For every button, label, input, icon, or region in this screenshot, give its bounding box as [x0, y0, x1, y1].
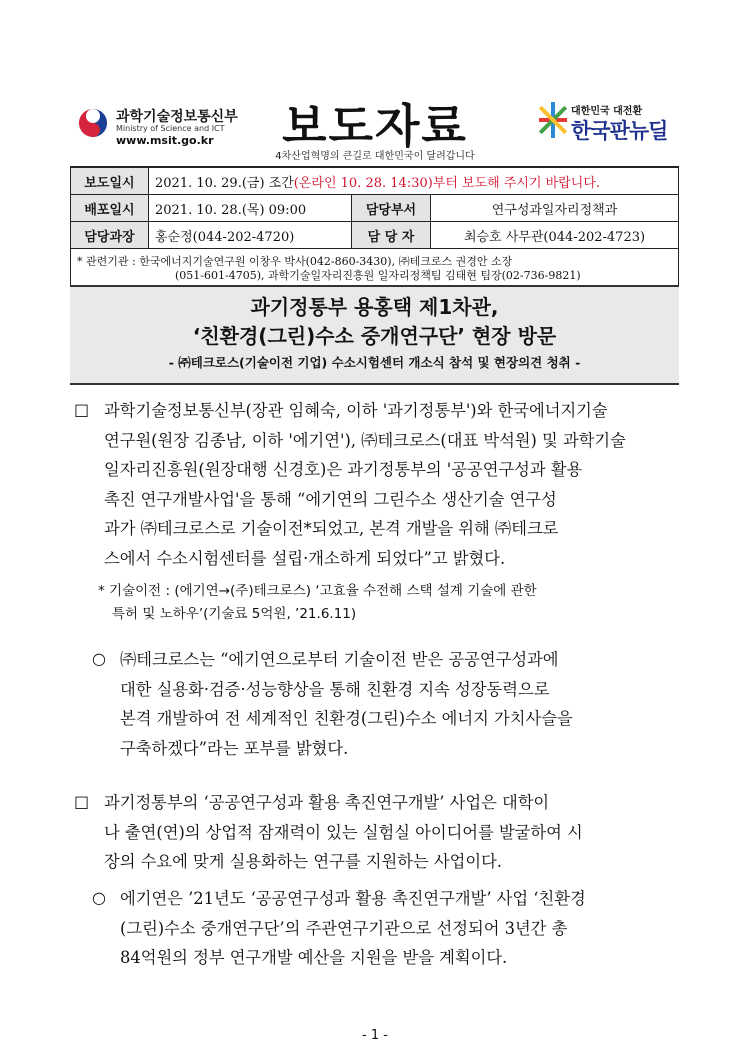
- headline-line-2: ‘친환경(그린)수소 중개연구단’ 현장 방문: [192, 324, 557, 348]
- page-number: - 1 -: [362, 1028, 388, 1043]
- note-line: * 기술이전 : (에기연→(주)테크로스) ‘고효율 수전해 스택 설계 기술에 관한: [98, 583, 537, 599]
- text-line: 과기정통부의 ‘공공연구성과 활용 촉진연구개발’ 사업은 대학이: [104, 793, 550, 812]
- text-line: 에기연은 ’21년도 ‘공공연구성과 활용 촉진연구개발’ 사업 ‘친환경: [120, 889, 586, 908]
- staff-label: 담 당 자: [352, 222, 431, 249]
- text-line: 대한 실용화·검증·성능향상을 통해 친환경 지속 성장동력으로: [120, 679, 550, 699]
- paragraph-4: [120, 884, 685, 973]
- text-line: 본격 개발하여 전 세계적인 친환경(그린)수소 에너지 가치사슬을: [120, 709, 573, 728]
- square-bullet: □: [74, 400, 90, 419]
- paragraph-2: [120, 645, 685, 763]
- new-deal-tagline: 대한민국 대전환: [571, 106, 643, 117]
- text-line: 과가 ㈜테크로스로 기술이전*되었고, 본격 개발을 위해 ㈜테크로: [104, 519, 559, 538]
- release-date-online: (온라인 10. 28. 14:30): [293, 175, 433, 191]
- related-contacts: [71, 249, 679, 291]
- circle-bullet: ○: [92, 888, 106, 907]
- footnote: [98, 580, 688, 626]
- text-line: 과학기술정보통신부(장관 임혜숙, 이하 '과기정통부')와 한국에너지기술: [104, 401, 608, 420]
- text-line: 연구원(원장 김종남, 이하 '에기연'), ㈜테크로스(대표 박석원) 및 과학기술: [104, 430, 626, 450]
- contact-line: (051-601-4705), 과학기술일자리진흥원 일자리정책팀 김태현 팀장(02-736-9821): [175, 269, 581, 282]
- head-value: 홍순정(044-202-4720): [149, 222, 352, 249]
- press-release-title: 보도자료: [282, 99, 468, 153]
- square-bullet: □: [74, 792, 90, 811]
- distribute-date-label: 배포일시: [71, 195, 149, 222]
- release-date-label: 보도일시: [71, 167, 149, 195]
- paragraph-3: [104, 788, 684, 877]
- headline-box: [70, 285, 679, 385]
- text-line: 촉진 연구개발사업'을 통해 “에기연의 그린수소 생산기술 연구성: [104, 489, 557, 509]
- paragraph-1: [104, 396, 684, 573]
- text-line: 84억원의 정부 연구개발 예산을 지원을 받을 계획이다.: [120, 948, 508, 967]
- distribute-date-value: 2021. 10. 28.(목) 09:00: [149, 195, 352, 222]
- circle-bullet: ○: [92, 649, 106, 668]
- text-line: 구축하겠다”라는 포부를 밝혔다.: [120, 738, 349, 758]
- slogan: 4차산업혁명의 큰길로 대한민국이 달려갑니다: [275, 151, 475, 162]
- korean-new-deal-logo: [537, 100, 697, 148]
- release-date-main: 2021. 10. 29.(금) 조간: [155, 175, 294, 191]
- dept-value: 연구성과일자리정책과: [431, 195, 679, 222]
- contact-line: * 관련기관 : 한국에너지기술연구원 이창우 박사(042-860-3430), ㈜테크로스 권경안 소장: [77, 255, 513, 268]
- ministry-english-name: Ministry of Science and ICT: [116, 124, 225, 133]
- press-info-table: [70, 166, 679, 291]
- note-line: 특허 및 노하우’(기술료 5억원, ’21.6.11): [112, 606, 357, 622]
- text-line: 장의 수요에 맞게 실용화하는 연구를 지원하는 사업이다.: [104, 852, 502, 871]
- text-line: 스에서 수소시험센터를 설립·개소하게 되었다”고 밝혔다.: [104, 548, 506, 568]
- staff-value: 최승호 사무관(044-202-4723): [431, 222, 679, 249]
- release-date-note: 부터 보도해 주시기 바랍니다.: [432, 175, 601, 191]
- headline-line-1: 과기정통부 용홍택 제1차관,: [250, 295, 499, 319]
- new-deal-name: 한국판뉴딜: [571, 119, 668, 143]
- new-deal-star-icon: [537, 100, 569, 140]
- text-line: ㈜테크로스는 “에기연으로부터 기술이전 받은 공공연구성과에: [120, 650, 559, 669]
- ministry-name: 과학기술정보통신부: [116, 109, 238, 125]
- dept-label: 담당부서: [352, 195, 431, 222]
- text-line: 일자리진흥원(원장대행 신경호)은 과기정통부의 '공공연구성과 활용: [104, 460, 583, 479]
- release-date-value: [149, 167, 679, 195]
- head-label: 담당과장: [71, 222, 149, 249]
- text-line: (그린)수소 중개연구단’의 주관연구기관으로 선정되어 3년간 총: [120, 918, 568, 938]
- ministry-url: www.msit.go.kr: [116, 134, 214, 147]
- text-line: 나 출연(연)의 상업적 잠재력이 있는 실험실 아이디어를 발굴하여 시: [104, 822, 583, 842]
- subheadline: - ㈜테크로스(기술이전 기업) 수소시험센터 개소식 참석 및 현장의견 청취 -: [168, 355, 581, 370]
